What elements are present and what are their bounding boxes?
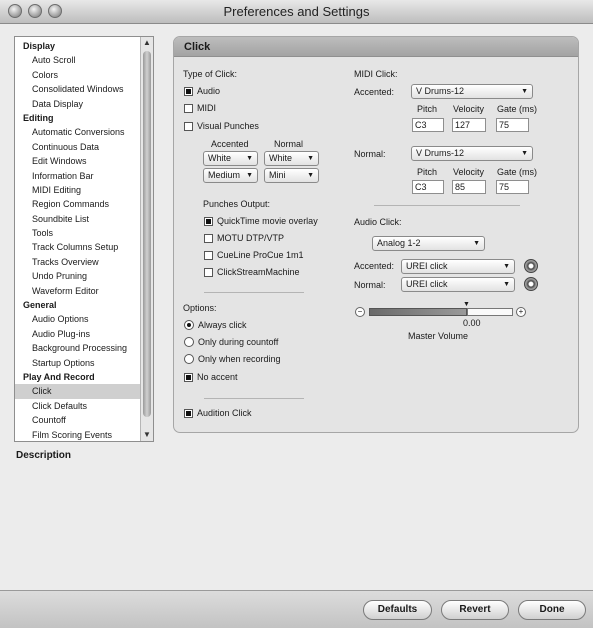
sidebar-item[interactable]: Colors: [32, 69, 59, 80]
checkbox-box[interactable]: [204, 251, 213, 260]
chevron-down-icon: ▼: [246, 172, 253, 179]
chevron-down-icon: ▼: [521, 150, 528, 157]
checkbox-label: QuickTime movie overlay: [217, 216, 318, 226]
volume-fill: [369, 308, 467, 316]
popup-value: Analog 1-2: [377, 238, 421, 248]
revert-button[interactable]: Revert: [441, 600, 509, 620]
checkbox-box[interactable]: [204, 268, 213, 277]
sidebar-item[interactable]: Click Defaults: [32, 400, 88, 411]
accented-color-popup[interactable]: [203, 151, 258, 166]
accented-velocity-field[interactable]: 127: [452, 118, 486, 132]
click-settings-panel: [173, 36, 579, 433]
preferences-sidebar: [14, 36, 154, 442]
checkbox-box[interactable]: [184, 104, 193, 113]
window-title: Preferences and Settings: [223, 4, 370, 19]
radio-label: Only when recording: [198, 354, 281, 364]
audio-normal-sound-popup[interactable]: [401, 277, 515, 292]
volume-plus-icon[interactable]: +: [516, 307, 526, 317]
checkbox-label: ClickStreamMachine: [217, 267, 300, 277]
master-volume-slider[interactable]: [369, 301, 513, 316]
midi-normal-device-popup[interactable]: [411, 146, 533, 161]
radio-dot[interactable]: [184, 337, 194, 347]
checkbox-label: No accent: [197, 372, 238, 382]
audio-accented-sound-popup[interactable]: [401, 259, 515, 274]
quicktime-overlay-checkbox[interactable]: [204, 216, 318, 226]
master-volume-label: Master Volume: [408, 331, 469, 341]
pitch-header: Pitch: [417, 167, 438, 177]
master-volume-value: 0.00: [463, 318, 481, 328]
popup-value: V Drums-12: [416, 86, 465, 96]
sidebar-item[interactable]: Region Commands: [32, 199, 110, 210]
checkbox-label: Visual Punches: [197, 121, 259, 131]
divider: [204, 292, 304, 293]
sidebar-item[interactable]: Auto Scroll: [32, 55, 76, 66]
sidebar-item[interactable]: Information Bar: [32, 170, 94, 181]
audio-normal-label: Normal:: [354, 280, 386, 290]
only-when-recording-radio[interactable]: [184, 354, 281, 364]
scroll-up-icon[interactable]: ▲: [143, 38, 151, 47]
accented-pitch-field[interactable]: C3: [412, 118, 444, 132]
chevron-down-icon: ▼: [503, 281, 510, 288]
punches-output-label: Punches Output:: [203, 199, 271, 209]
sidebar-list: [15, 39, 140, 442]
popup-value: White: [269, 153, 293, 163]
velocity-header: Velocity: [453, 167, 485, 177]
midi-accented-device-popup[interactable]: [411, 84, 533, 99]
volume-minus-icon[interactable]: −: [355, 307, 365, 317]
sidebar-item[interactable]: Soundbite List: [32, 213, 90, 224]
cueline-procue-checkbox[interactable]: [204, 250, 304, 260]
midi-normal-label: Normal:: [354, 149, 386, 159]
popup-value: Mini: [269, 170, 286, 180]
checkbox-box[interactable]: [184, 373, 193, 382]
sidebar-category: Play And Record: [23, 371, 95, 382]
sidebar-item[interactable]: Tracks Overview: [32, 256, 99, 267]
scroll-thumb[interactable]: [143, 51, 151, 417]
velocity-header: Velocity: [453, 104, 485, 114]
sidebar-item[interactable]: MIDI Editing: [32, 184, 82, 195]
checkbox-box[interactable]: [204, 234, 213, 243]
normal-size-popup[interactable]: [264, 168, 319, 183]
only-during-countoff-radio[interactable]: [184, 337, 278, 347]
sidebar-item[interactable]: Edit Windows: [32, 156, 87, 167]
chevron-down-icon: ▼: [521, 88, 528, 95]
audio-accented-label: Accented:: [354, 261, 395, 271]
radio-label: Only during countoff: [198, 337, 279, 347]
popup-value: Medium: [208, 170, 241, 180]
accented-gate-field[interactable]: 75: [496, 118, 529, 132]
checkbox-label: CueLine ProCue 1m1: [217, 250, 304, 260]
normal-velocity-field[interactable]: 85: [452, 180, 486, 194]
panel-title: Click: [184, 41, 211, 53]
sidebar-category: General: [23, 300, 57, 311]
panel-header: [174, 37, 578, 57]
sidebar-item[interactable]: Startup Options: [32, 357, 95, 368]
popup-value: V Drums-12: [416, 148, 465, 158]
checkbox-box[interactable]: [184, 409, 193, 418]
gate-header: Gate (ms): [497, 167, 538, 177]
sidebar-scrollbar[interactable]: [140, 37, 153, 441]
radio-dot[interactable]: [184, 320, 194, 330]
sidebar-item[interactable]: Undo Pruning: [32, 271, 88, 282]
sidebar-item[interactable]: Data Display: [32, 98, 84, 109]
checkbox-box[interactable]: [184, 87, 193, 96]
scroll-down-icon[interactable]: ▼: [143, 430, 151, 439]
chevron-down-icon: ▼: [246, 155, 253, 162]
checkbox-box[interactable]: [204, 217, 213, 226]
chevron-down-icon: ▼: [307, 155, 314, 162]
no-accent-checkbox[interactable]: [184, 372, 238, 382]
normal-gate-field[interactable]: 75: [496, 180, 529, 194]
checkbox-label: Audio: [197, 86, 221, 96]
sidebar-item[interactable]: Background Processing: [32, 343, 128, 354]
sidebar-item[interactable]: Audio Options: [32, 314, 89, 325]
type-of-click-label: Type of Click:: [183, 69, 238, 79]
popup-value: UREI click: [406, 279, 448, 289]
sidebar-item[interactable]: Tools: [32, 228, 54, 239]
done-button[interactable]: Done: [518, 600, 586, 620]
defaults-button[interactable]: Defaults: [363, 600, 432, 620]
normal-column-label: Normal: [274, 139, 304, 149]
audition-click-checkbox[interactable]: [184, 408, 252, 418]
chevron-down-icon: ▼: [473, 240, 480, 247]
motu-dtp-checkbox[interactable]: [204, 233, 284, 243]
title-bar: [0, 0, 593, 24]
divider: [204, 398, 304, 399]
sidebar-item[interactable]: Waveform Editor: [32, 285, 99, 296]
chevron-down-icon: ▼: [503, 263, 510, 270]
sidebar-item[interactable]: Continuous Data: [32, 141, 100, 152]
accented-column-label: Accented: [211, 139, 249, 149]
volume-knob[interactable]: ▼: [463, 301, 470, 308]
divider: [374, 205, 520, 206]
sidebar-item[interactable]: Countoff: [32, 415, 66, 426]
radio-dot[interactable]: [184, 354, 194, 364]
normal-color-popup[interactable]: [264, 151, 319, 166]
gate-header: Gate (ms): [497, 104, 538, 114]
normal-pitch-field[interactable]: C3: [412, 180, 444, 194]
visual-punches-checkbox[interactable]: [184, 121, 259, 131]
checkbox-label: Audition Click: [197, 408, 252, 418]
sidebar-item[interactable]: Track Columns Setup: [32, 242, 119, 253]
chevron-down-icon: ▼: [307, 172, 314, 179]
options-label: Options:: [183, 303, 217, 313]
clickstream-machine-checkbox[interactable]: [204, 267, 300, 277]
sidebar-item[interactable]: Audio Plug-ins: [32, 328, 91, 339]
always-click-radio[interactable]: [184, 320, 247, 330]
audition-accented-speaker-icon[interactable]: [524, 259, 538, 273]
checkbox-label: MIDI: [197, 103, 216, 113]
radio-label: Always click: [198, 320, 247, 330]
checkbox-box[interactable]: [184, 122, 193, 131]
audition-normal-speaker-icon[interactable]: [524, 277, 538, 291]
sidebar-item[interactable]: Automatic Conversions: [32, 127, 125, 138]
audio-output-popup[interactable]: [372, 236, 485, 251]
midi-accented-label: Accented:: [354, 87, 395, 97]
midi-click-label: MIDI Click:: [354, 69, 398, 79]
midi-checkbox[interactable]: [184, 103, 216, 113]
popup-value: UREI click: [406, 261, 448, 271]
audio-click-label: Audio Click:: [354, 217, 402, 227]
pitch-header: Pitch: [417, 104, 438, 114]
sidebar-item[interactable]: Consolidated Windows: [32, 84, 124, 95]
popup-value: White: [208, 153, 232, 163]
sidebar-item[interactable]: Click: [15, 384, 140, 398]
accented-size-popup[interactable]: [203, 168, 258, 183]
sidebar-category: Editing: [23, 112, 54, 123]
volume-track: [467, 308, 513, 316]
sidebar-item[interactable]: Film Scoring Events: [32, 429, 113, 440]
checkbox-label: MOTU DTP/VTP: [217, 233, 284, 243]
audio-checkbox[interactable]: [184, 86, 220, 96]
sidebar-category: Display: [23, 41, 56, 51]
description-label: Description: [16, 450, 72, 461]
